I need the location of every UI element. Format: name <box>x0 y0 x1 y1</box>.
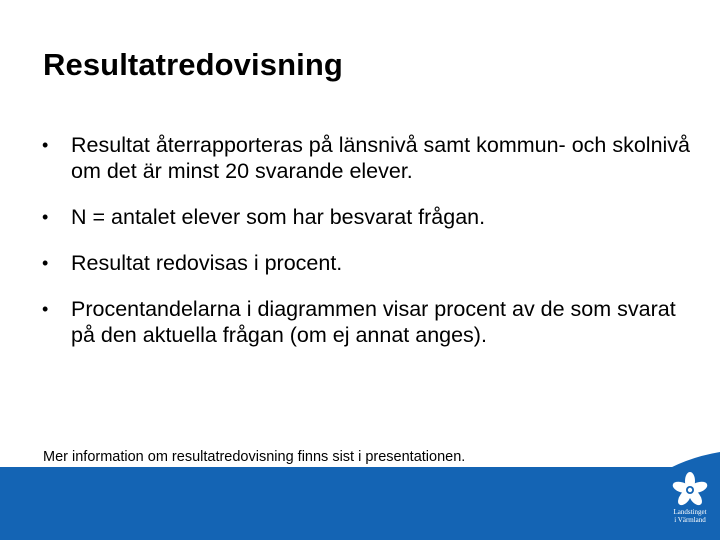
slide-title: Resultatredovisning <box>43 47 343 82</box>
logo-text-line2: i Värmland <box>674 516 706 524</box>
bullet-text: Resultat återrapporteras på länsnivå samt kommun- och skolnivå om det är minst 20 svarande elever. <box>71 133 691 183</box>
bullet-icon: • <box>42 299 49 319</box>
bullet-text: Procentandelarna i diagrammen visar procent av de som svarat på den aktuella frågan (om ej annat anges). <box>71 297 676 347</box>
organization-logo <box>648 450 720 540</box>
bullet-text: N = antalet elever som har besvarat frågan. <box>71 205 486 229</box>
bullet-icon: • <box>42 253 49 273</box>
footer-bar <box>0 467 720 540</box>
bullet-item <box>42 250 692 276</box>
bullet-item <box>42 204 692 230</box>
bullet-item <box>42 296 692 348</box>
bullet-list <box>42 132 692 368</box>
footnote: Mer information om resultatredovisning finns sist i presentationen. <box>43 449 466 465</box>
bullet-icon: • <box>42 207 49 227</box>
bullet-item <box>42 132 692 184</box>
bullet-icon: • <box>42 135 49 155</box>
bullet-text: Resultat redovisas i procent. <box>71 251 343 275</box>
logo-text-line1: Landstinget <box>673 508 707 516</box>
